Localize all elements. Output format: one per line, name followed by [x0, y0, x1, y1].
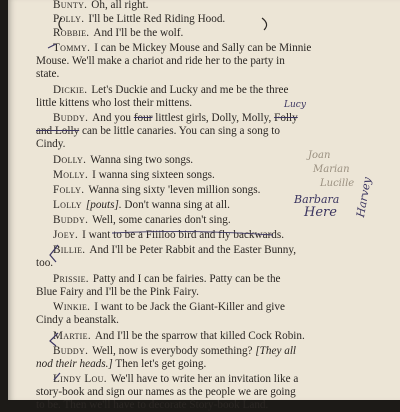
speaker: Winkie.: [53, 301, 91, 313]
script-line: story-book and sign our names as the people we are going: [36, 386, 296, 398]
speaker: Bunty.: [53, 0, 88, 11]
speaker: Buddy.: [53, 112, 89, 124]
handwritten-note: Lucy: [284, 100, 306, 110]
dialogue: Oh, all right.: [91, 0, 149, 11]
speaker: Lolly: [53, 199, 82, 211]
dialogue: littlest girls, Dolly, Molly,: [155, 112, 272, 124]
dialogue: I'll be Little Red Riding Hood.: [88, 13, 226, 25]
dialogue: Well, now is everybody something?: [92, 345, 253, 357]
handwritten-note: Here: [304, 205, 337, 220]
dialogue: And you: [92, 112, 132, 124]
speaker: Folly.: [53, 184, 85, 196]
handwritten-note: Barbara: [294, 193, 340, 206]
script-page: [8, 0, 400, 411]
stage-direction: [They all: [255, 345, 297, 357]
speaker: Robbie.: [53, 27, 90, 39]
tick-mark: [50, 245, 58, 262]
handwritten-note: Lucille: [320, 178, 355, 189]
speaker: Martie.: [53, 330, 91, 342]
speaker: Dickie.: [53, 84, 88, 96]
dialogue: Let's Duckie and Lucky and me be the three: [91, 84, 289, 96]
speaker: Joey.: [53, 229, 79, 241]
dialogue: I want to be Jack the Giant-Killer and give: [94, 301, 285, 313]
dialogue: I wanna sing sixteen songs.: [92, 169, 215, 181]
script-line: Cindy.: [36, 138, 66, 150]
speaker: Molly.: [53, 169, 89, 181]
tick-mark: [54, 373, 60, 380]
script-line: little kittens who lost their mittens.: [36, 97, 192, 109]
handwritten-note: Harvey: [354, 176, 374, 219]
script-line: to be. Then we'll have to decorate Story-book Land.: [36, 399, 269, 411]
tick-mark: [48, 44, 56, 48]
speaker: Polly.: [53, 13, 85, 25]
dialogue: Then let's get going.: [115, 358, 207, 370]
dialogue: And I'll be Peter Rabbit and the Easter Bunny,: [89, 244, 297, 256]
stage-direction: nod their heads.]: [36, 358, 113, 370]
struck-word: Folly: [274, 112, 298, 124]
script-line: state.: [36, 68, 60, 80]
dialogue: I want to be a Fiiiloo bird and fly backwards.: [82, 229, 285, 241]
dialogue: And I'll be the wolf.: [93, 27, 184, 39]
dialogue: Wanna sing sixty 'leven million songs.: [88, 184, 261, 196]
handwritten-note: Marian: [313, 164, 350, 175]
struck-word: four: [133, 112, 153, 124]
speaker: Billie.: [53, 244, 86, 256]
struck-word: and Lolly: [36, 125, 80, 137]
underline-mark: [112, 231, 273, 235]
script-line: Mouse. We'll make a chariot and ride her to the party in: [36, 55, 285, 67]
speaker: Prissie.: [53, 273, 89, 285]
dialogue: Patty and I can be fairies. Patty can be the: [92, 273, 281, 285]
stage-direction: [pouts].: [85, 199, 122, 211]
speaker: Tommy.: [53, 42, 91, 54]
speaker: Buddy.: [53, 214, 89, 226]
dialogue: can be little canaries. You can sing a song to: [82, 125, 280, 137]
script-line: too.: [36, 257, 54, 269]
script-line: Cindy a beanstalk.: [36, 314, 119, 326]
tick-mark: [50, 333, 58, 346]
pencil-marks: [8, 0, 400, 400]
dialogue: And I'll be the sparrow that killed Cock Robin.: [94, 330, 305, 342]
speaker: Lindy Lou.: [53, 373, 107, 385]
dialogue: Well, some canaries don't sing.: [92, 214, 231, 226]
dialogue: Don't wanna sing at all.: [124, 199, 230, 211]
speaker: Buddy.: [53, 345, 89, 357]
bracket-mark: [262, 18, 267, 30]
dialogue: Wanna sing two songs.: [90, 154, 194, 166]
speaker: Dolly.: [53, 154, 87, 166]
dialogue: I can be Mickey Mouse and Sally can be Minnie: [94, 42, 312, 54]
bracket-mark: [59, 18, 62, 30]
handwritten-note: Joan: [308, 150, 331, 161]
script-line: Blue Fairy and I'll be the Pink Fairy.: [36, 286, 199, 298]
dialogue: We'll have to write her an invitation like a: [110, 373, 299, 385]
